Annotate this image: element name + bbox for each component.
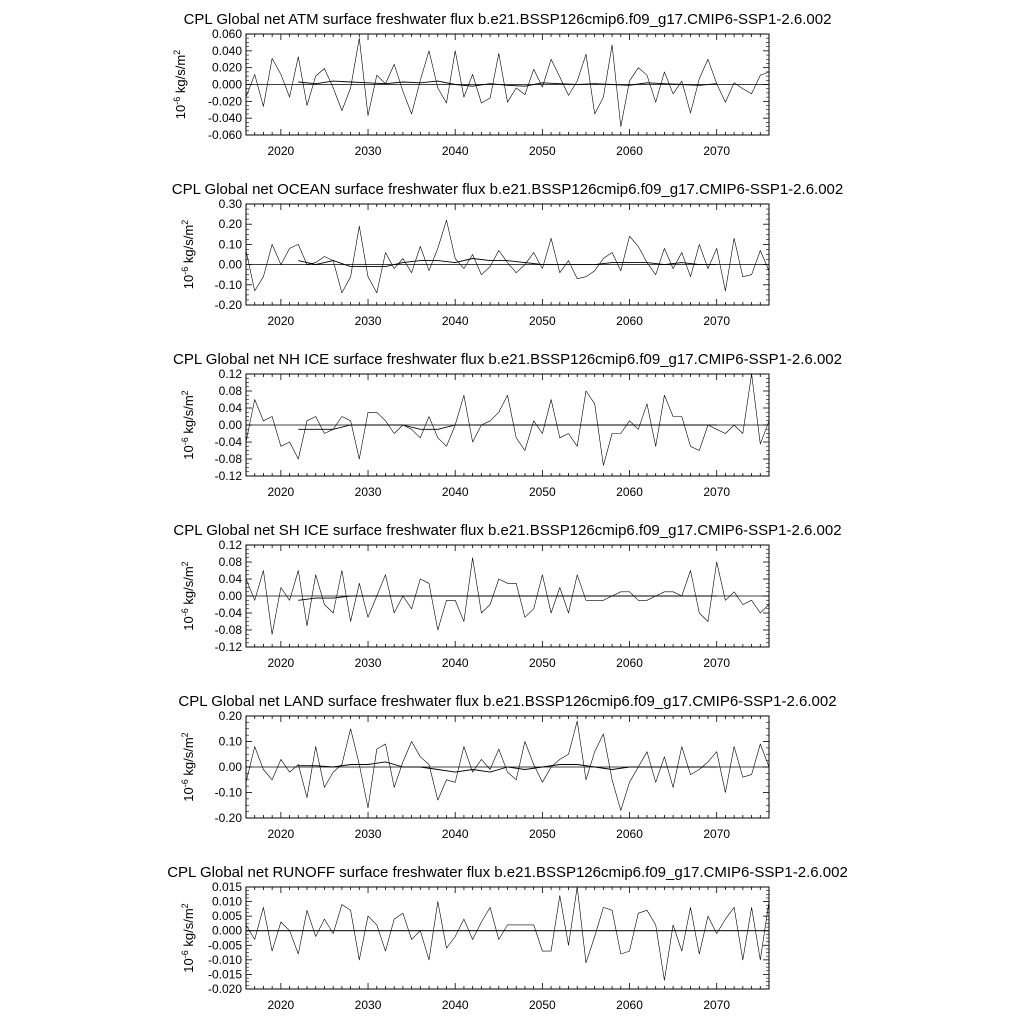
y-tick-label: 0.08 [218,555,242,569]
y-tick-label: 0.10 [218,734,242,749]
plot-frame [246,204,769,305]
panel-3 [173,522,841,670]
x-tick-label: 2070 [703,656,731,670]
y-tick-label: 0.040 [211,43,242,58]
y-axis-label-part: 2 [180,903,190,909]
y-axis-label-part: kg/s/m [181,566,196,609]
y-tick-label: 0.20 [218,217,242,232]
y-tick-label: 0.30 [218,197,242,211]
x-tick-label: 2040 [441,827,469,841]
y-axis-label-part: 2 [180,219,190,225]
y-axis-label-part: kg/s/m [181,395,196,438]
y-tick-label: 0.12 [218,367,242,381]
y-tick-label: -0.04 [214,435,242,449]
x-tick-label: 2030 [354,314,382,328]
y-axis-label [180,390,196,459]
x-tick-label: 2070 [703,998,731,1012]
panel-2 [173,351,842,499]
y-axis-label-part: -6 [172,96,182,105]
y-axis-label-part: -6 [180,266,190,275]
y-axis-label-part: kg/s/m [181,908,196,951]
y-axis-label [180,561,196,630]
y-axis-label-part: -6 [180,779,190,788]
chart-title: CPL Global net NH ICE surface freshwater flux b.e21.BSSP126cmip6.f09_g17.CMIP6-SSP1-2.6.002 [173,351,842,368]
y-axis-label-part: 2 [180,732,190,738]
x-tick-label: 2060 [616,314,643,328]
panel-5 [167,864,848,1012]
y-tick-label: -0.20 [214,298,242,312]
y-axis-label-part: kg/s/m [181,737,196,780]
y-tick-label: -0.010 [207,952,242,967]
x-tick-label: 2030 [354,485,382,499]
y-tick-label: 0.08 [218,384,242,398]
y-tick-label: -0.20 [214,811,242,825]
series-line-0 [246,721,769,810]
y-tick-label: 0.20 [218,709,242,723]
y-tick-label: 0.00 [218,418,242,432]
y-tick-label: 0.00 [218,589,242,603]
y-tick-label: 0.12 [218,538,242,552]
y-tick-label: -0.060 [207,128,242,142]
x-tick-label: 2020 [267,827,295,841]
x-tick-label: 2060 [616,998,643,1012]
y-axis-label-part: -6 [180,950,190,959]
x-tick-label: 2060 [616,144,643,158]
y-axis-label [180,220,196,289]
y-tick-label: 0.00 [218,257,242,272]
y-axis-label-part: 2 [172,49,182,55]
panel-1 [172,181,843,328]
y-axis-label [180,903,196,972]
y-tick-label: 0.000 [211,77,242,92]
y-axis-label-part: 2 [180,390,190,396]
x-tick-label: 2030 [354,998,382,1012]
y-tick-label: -0.020 [207,982,242,996]
y-tick-label: 0.00 [218,760,242,774]
y-tick-label: 0.005 [211,909,242,924]
x-tick-label: 2050 [529,485,556,499]
y-tick-label: -0.10 [214,277,242,292]
x-tick-label: 2020 [267,144,295,158]
plot-frame [246,887,769,989]
y-axis-label [180,732,196,801]
x-tick-label: 2050 [529,998,556,1012]
chart-title: CPL Global net RUNOFF surface freshwater flux b.e21.BSSP126cmip6.f09_g17.CMIP6-SSP1-2.6.002 [167,864,848,881]
y-tick-label: -0.08 [214,623,242,637]
chart-title: CPL Global net SH ICE surface freshwater flux b.e21.BSSP126cmip6.f09_g17.CMIP6-SSP1-2.6.002 [173,522,842,539]
y-tick-label: 0.020 [211,60,242,75]
x-tick-label: 2070 [703,144,731,158]
x-tick-label: 2040 [441,998,469,1012]
x-tick-label: 2020 [267,656,295,670]
x-tick-label: 2040 [441,314,469,328]
chart-title: CPL Global net LAND surface freshwater flux b.e21.BSSP126cmip6.f09_g17.CMIP6-SSP1-2.6.002 [178,693,837,710]
y-tick-label: -0.005 [207,938,242,953]
series-line-1 [298,81,716,86]
y-tick-label: -0.10 [214,785,242,800]
y-tick-label: 0.04 [218,401,242,415]
y-axis-label-part: 2 [180,561,190,567]
series-line-0 [246,374,769,465]
x-tick-label: 2020 [267,314,295,328]
x-tick-label: 2060 [616,656,643,670]
x-tick-label: 2060 [616,485,643,499]
y-tick-label: 0.04 [218,572,242,586]
x-tick-label: 2050 [529,656,556,670]
y-tick-label: 0.060 [211,27,242,41]
x-tick-label: 2050 [529,144,556,158]
y-tick-label: -0.12 [214,469,242,483]
y-tick-label: 0.010 [211,894,242,909]
x-tick-label: 2040 [441,144,469,158]
x-tick-label: 2040 [441,485,469,499]
y-axis-label-part: kg/s/m [173,54,188,97]
chart-title: CPL Global net ATM surface freshwater flux b.e21.BSSP126cmip6.f09_g17.CMIP6-SSP1-2.6.002 [183,11,832,28]
y-axis-label-part: kg/s/m [181,224,196,267]
x-tick-label: 2070 [703,827,731,841]
y-tick-label: 0.000 [211,923,242,938]
series-line-0 [246,220,769,293]
y-tick-label: -0.04 [214,606,242,620]
x-tick-label: 2050 [529,827,556,841]
y-axis-label-part: 10 [181,616,196,631]
y-tick-label: -0.040 [207,111,242,126]
x-tick-label: 2030 [354,656,382,670]
y-axis-label [172,50,188,119]
y-axis-label-part: 10 [173,104,188,120]
x-tick-label: 2030 [354,827,382,841]
y-axis-label-part: -6 [180,437,190,446]
y-axis-label-part: 10 [181,787,196,802]
series-line-1 [298,425,716,429]
y-axis-label-part: 10 [181,445,196,460]
x-tick-label: 2030 [354,144,382,158]
y-axis-label-part: 10 [181,274,196,290]
chart-title: CPL Global net OCEAN surface freshwater flux b.e21.BSSP126cmip6.f09_g17.CMIP6-SSP1-2.6.002 [171,181,844,198]
y-tick-label: -0.08 [214,452,242,466]
panel-0 [172,11,831,158]
y-tick-label: 0.015 [211,880,242,894]
y-tick-label: -0.12 [214,640,242,654]
series-line-0 [246,887,769,980]
x-tick-label: 2040 [441,656,469,670]
panel-4 [178,693,836,841]
x-tick-label: 2060 [616,827,643,841]
x-tick-label: 2070 [703,314,731,328]
x-tick-label: 2020 [267,998,295,1012]
y-axis-label-part: -6 [180,608,190,617]
y-tick-label: -0.020 [207,94,242,109]
y-tick-label: 0.10 [218,237,242,252]
x-tick-label: 2070 [703,485,731,499]
y-tick-label: -0.015 [207,967,242,982]
x-tick-label: 2050 [529,314,556,328]
x-tick-label: 2020 [267,485,295,499]
y-axis-label-part: 10 [181,958,196,973]
